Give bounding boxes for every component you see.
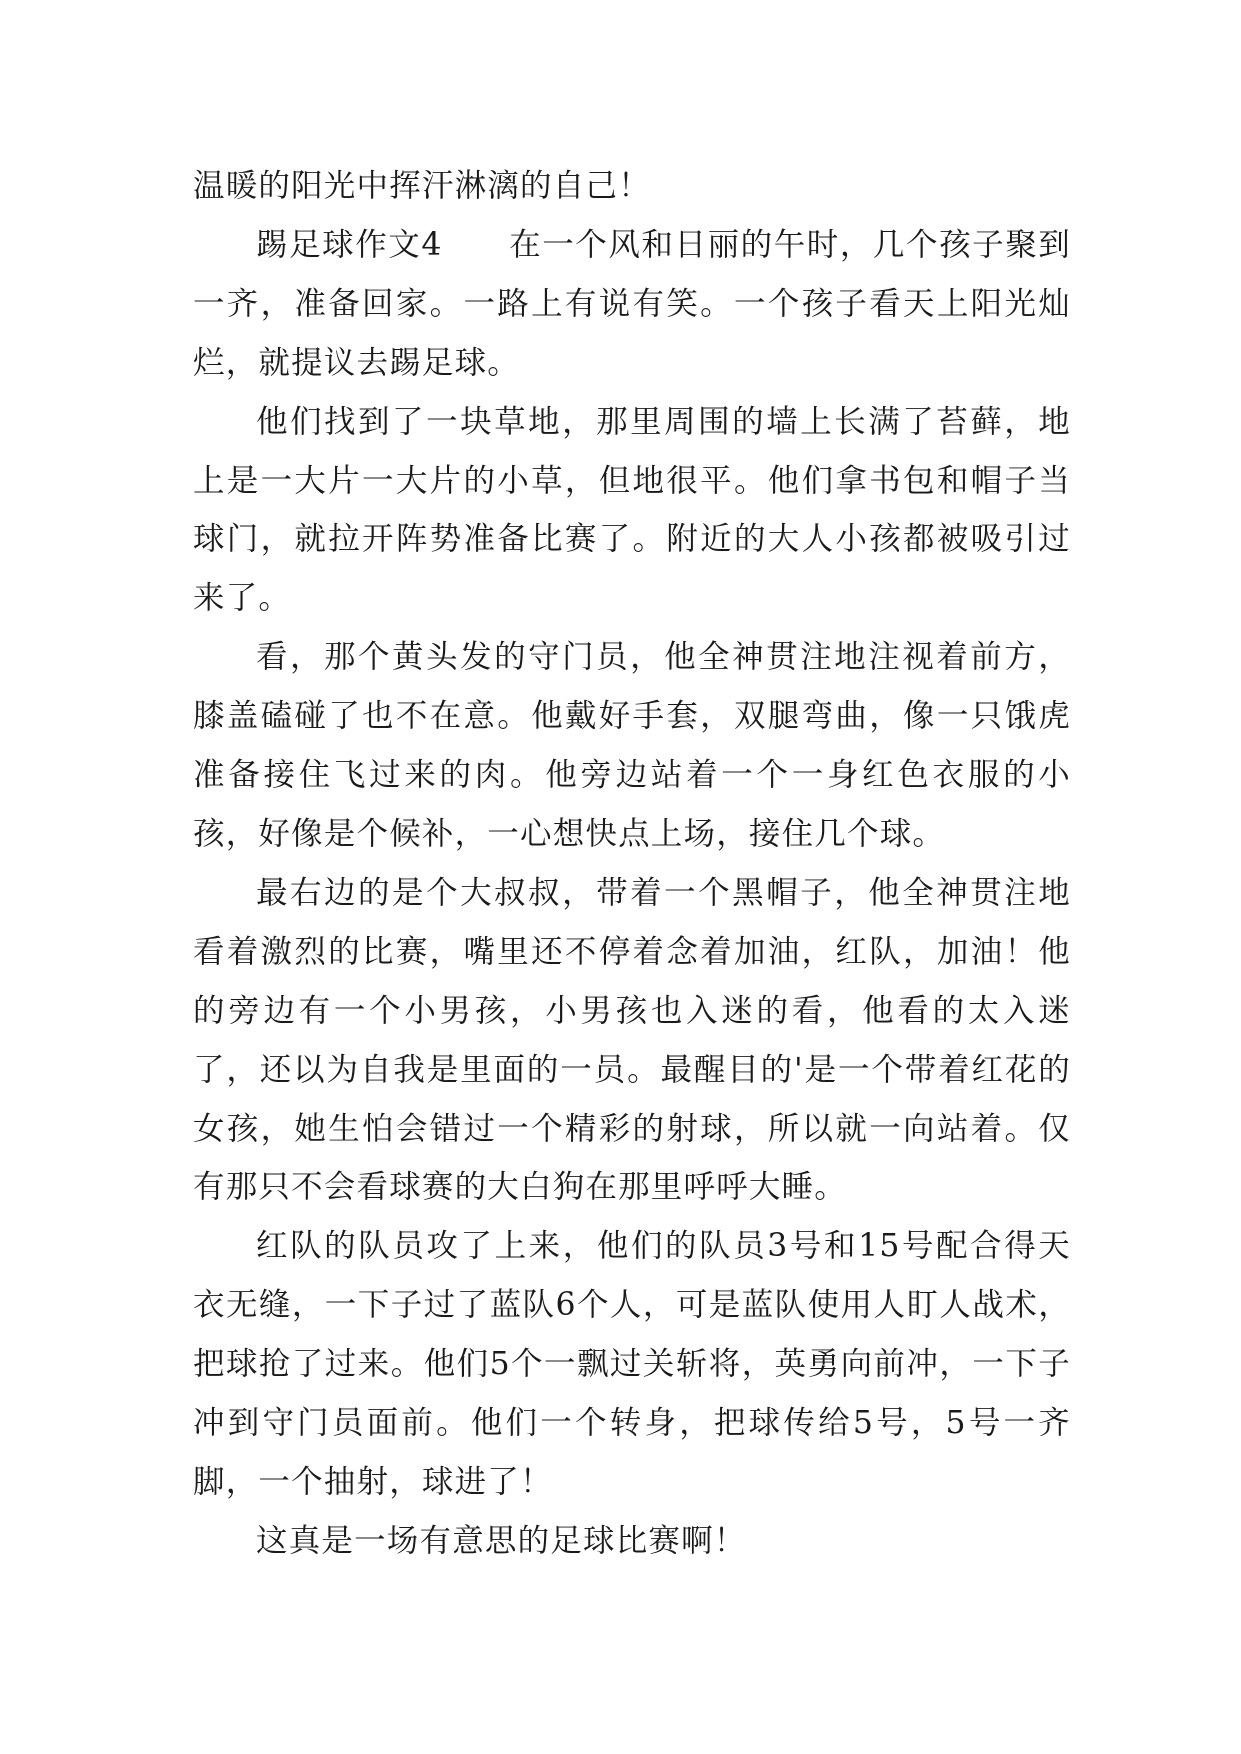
paragraph-7: 这真是一场有意思的足球比赛啊！ bbox=[256, 1522, 747, 1559]
paragraph-4: 看，那个黄头发的守门员，他全神贯注地注视着前方，膝盖磕碰了也不在意。他戴好手套，双腿弯曲，像一只饿虎准备接住飞过来的肉。他旁边站着一个一身红色衣服的小孩，好像是个候补，一心想快点上场，接住几个球。 bbox=[193, 639, 1071, 852]
document-body bbox=[193, 157, 1071, 1571]
paragraph-3: 他们找到了一块草地，那里周围的墙上长满了苔藓，地上是一大片一大片的小草，但地很平。他们拿书包和帽子当球门，就拉开阵势准备比赛了。附近的大人小孩都被吸引过来了。 bbox=[193, 403, 1071, 617]
paragraph-6: 红队的队员攻了上来，他们的队员3号和15号配合得天衣无缝，一下子过了蓝队6个人，可是蓝队使用人盯人战术，把球抢了过来。他们5个一飘过关斩将，英勇向前冲，一下子冲到守门员面前。他们一个转身，把球传给5号，5号一齐脚，一个抽射，球进了！ bbox=[193, 1228, 1071, 1500]
paragraph-1: 温暖的阳光中挥汗淋漓的自己！ bbox=[193, 168, 651, 204]
paragraph-5: 最右边的是个大叔叔，带着一个黑帽子，他全神贯注地看着激烈的比赛，嘴里还不停着念着加油，红队，加油！他的旁边有一个小男孩，小男孩也入迷的看，他看的太入迷了，还以为自我是里面的一员。最醒目的'是一个带着红花的女孩，她生怕会错过一个精彩的射球，所以就一向站着。仅有那只不会看球赛的大白狗在那里呼呼大睡。 bbox=[193, 874, 1071, 1206]
paragraph-2: 踢足球作文4 在一个风和日丽的午时，几个孩子聚到一齐，准备回家。一路上有说有笑。一个孩子看天上阳光灿烂，就提议去踢足球。 bbox=[193, 226, 1071, 381]
